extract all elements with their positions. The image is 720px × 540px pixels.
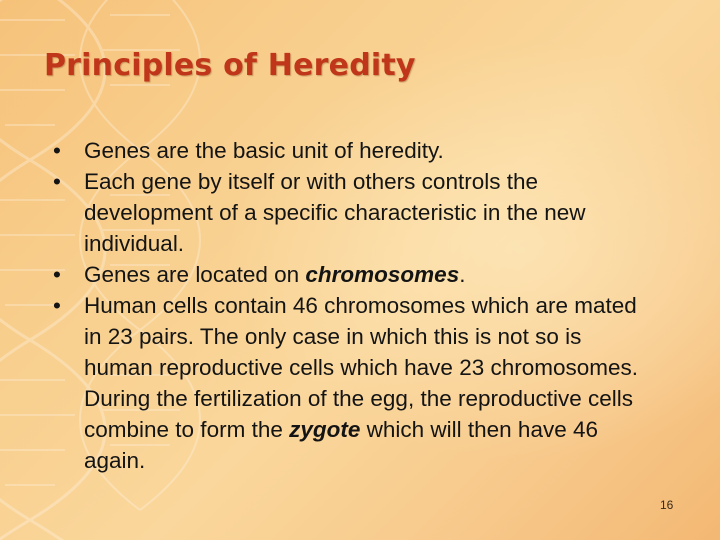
bullet-text: Human cells contain 46 chromosomes which are mated in 23 pairs. The only case in which this is not so is human reproductive cells which have 23 chromosomes. During the fertilization of the egg, the reproductive cells combine to form the xyxy=(84,293,639,442)
bullet-list xyxy=(53,135,653,476)
keyword-zygote: zygote xyxy=(289,417,361,442)
bullet-item xyxy=(53,259,653,290)
bullet-text-end: . xyxy=(459,262,466,287)
bullet-item xyxy=(53,135,653,166)
bullet-text: Each gene by itself or with others controls the development of a specific characteristic in the new individual. xyxy=(84,169,586,256)
bullet-text-end: which will then have 46 again. xyxy=(84,417,598,473)
bullet-text: Genes are located on xyxy=(84,262,306,287)
bullet-marker: • xyxy=(53,138,61,163)
bullet-marker: • xyxy=(53,169,61,194)
slide-title: Principles of Heredity xyxy=(44,48,416,83)
bullet-marker: • xyxy=(53,293,61,318)
keyword-chromosomes: chromosomes xyxy=(305,262,460,287)
bullet-item xyxy=(53,290,653,476)
bullet-item xyxy=(53,166,653,259)
bullet-text: Genes are the basic unit of heredity. xyxy=(84,138,444,163)
page-number: 16 xyxy=(660,498,674,512)
bullet-marker: • xyxy=(53,262,61,287)
